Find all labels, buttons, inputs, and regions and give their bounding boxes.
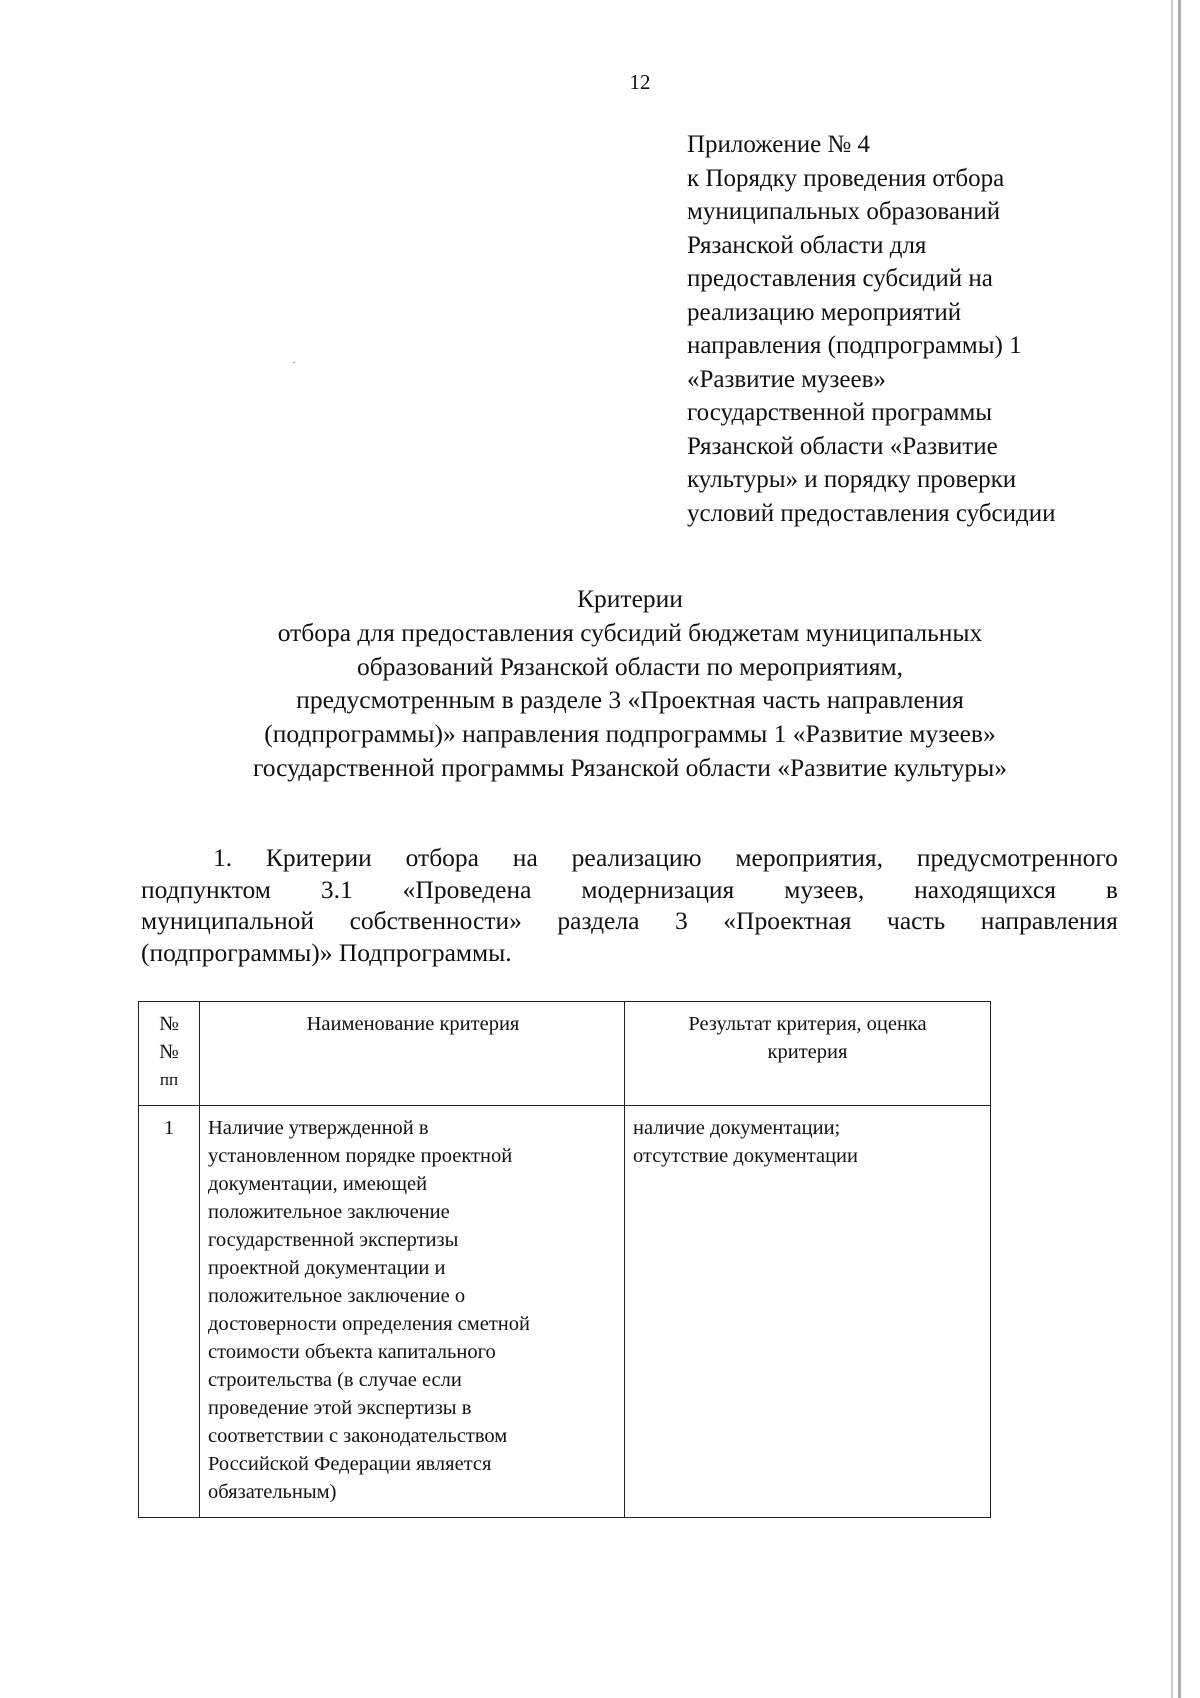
appendix-line: к Порядку проведения отбора: [687, 164, 1005, 192]
word: отбора: [405, 843, 479, 872]
title-line: предусмотренным в разделе 3 «Проектная часть направления: [296, 685, 964, 715]
appendix-line: государственной программы: [687, 399, 993, 426]
appendix-line: культуры» и порядку проверки: [687, 466, 1017, 493]
criterion-name-cell: [200, 1106, 625, 1518]
word: 3.1: [320, 874, 353, 904]
cell-line: установленном порядке проектной: [208, 1145, 513, 1167]
cell-line: проектной документации и: [208, 1257, 446, 1279]
word: на: [512, 843, 538, 872]
cell-line: государственной экспертизы: [208, 1229, 459, 1251]
word: «Проектная: [723, 906, 852, 935]
word: направления: [980, 906, 1118, 935]
word: подпунктом: [141, 874, 271, 904]
document-title: [140, 582, 1120, 785]
word: собственности»: [349, 906, 522, 935]
appendix-line: реализацию мероприятий: [687, 298, 962, 326]
word: музеев,: [784, 874, 865, 904]
appendix-line: «Развитие музеев»: [687, 365, 886, 393]
word: мероприятия,: [735, 843, 884, 872]
word: муниципальной: [141, 906, 315, 935]
criteria-table: [138, 1001, 991, 1518]
title-line: образований Рязанской области по мероприятиям,: [356, 651, 904, 681]
cell-line: соответствии с законодательством: [208, 1425, 508, 1447]
cell-line: проведение этой экспертизы в: [208, 1397, 472, 1419]
criterion-result-cell: [625, 1106, 991, 1518]
cell-line: достоверности определения сметной: [208, 1313, 530, 1335]
paragraph-line: [141, 874, 1118, 906]
page-number: 12: [629, 70, 651, 94]
body-paragraph: [141, 842, 1118, 968]
paragraph-line: [141, 842, 1118, 874]
word: часть: [887, 906, 946, 935]
title-line: государственной программы Рязанской области «Развитие культуры»: [252, 752, 1008, 782]
row-number: 1: [139, 1106, 200, 1518]
header-criterion-result: Результат критерия, оценка критерия: [625, 1002, 991, 1106]
cell-line: обязательным): [208, 1481, 337, 1503]
table-header-row: [139, 1002, 991, 1106]
appendix-line: муниципальных образований: [687, 198, 1001, 225]
header-number: [139, 1002, 200, 1106]
cell-line: наличие документации;: [633, 1117, 841, 1139]
word: раздела: [557, 906, 640, 935]
appendix-header: [687, 128, 1157, 530]
header-number-line: №: [159, 1041, 179, 1063]
word: (подпрограммы)» Подпрограммы.: [141, 937, 512, 967]
appendix-line: Рязанской области для: [687, 231, 927, 259]
word: Критерии: [265, 843, 372, 872]
appendix-line: Рязанской области «Развитие: [687, 432, 998, 460]
cell-line: документации, имеющей: [208, 1173, 428, 1195]
table-row: [139, 1106, 991, 1518]
word: модернизация: [581, 874, 735, 904]
cell-line: положительное заключение о: [208, 1285, 466, 1307]
cell-line: положительное заключение: [208, 1201, 450, 1223]
cell-line: отсутствие документации: [633, 1145, 858, 1167]
scan-speck: [293, 362, 295, 363]
appendix-line: условий предоставления субсидии: [687, 499, 1056, 527]
cell-line: строительства (в случае если: [208, 1369, 462, 1391]
word: находящихся: [914, 874, 1056, 904]
title-line: Критерии: [577, 584, 683, 613]
word: предусмотренного: [916, 843, 1118, 872]
word: в: [1105, 874, 1118, 904]
cell-line: Наличие утвержденной в: [208, 1117, 429, 1139]
header-number-line: №: [159, 1013, 179, 1035]
paragraph-line: [141, 937, 1118, 969]
scan-edge-line: [1178, 0, 1181, 1698]
header-criterion-name: Наименование критерия: [200, 1002, 625, 1106]
title-line: (подпрограммы)» направления подпрограммы 1 «Развитие музеев»: [264, 719, 996, 749]
word: «Проведена: [402, 874, 532, 904]
header-number-line: пп: [159, 1070, 179, 1089]
title-line: отбора для предоставления субсидий бюджетам муниципальных: [277, 617, 983, 647]
cell-line: стоимости объекта капитального: [208, 1341, 496, 1363]
appendix-line: предоставления субсидий на: [687, 265, 993, 292]
word: 3: [674, 906, 688, 935]
appendix-line: направления (подпрограммы) 1: [687, 332, 1022, 359]
cell-line: Российской Федерации является: [208, 1453, 492, 1475]
appendix-line: Приложение № 4: [687, 131, 871, 158]
word: реализацию: [571, 843, 702, 872]
word: 1.: [213, 843, 233, 872]
scan-edge-line: [1171, 0, 1173, 1698]
paragraph-line: [141, 905, 1118, 937]
